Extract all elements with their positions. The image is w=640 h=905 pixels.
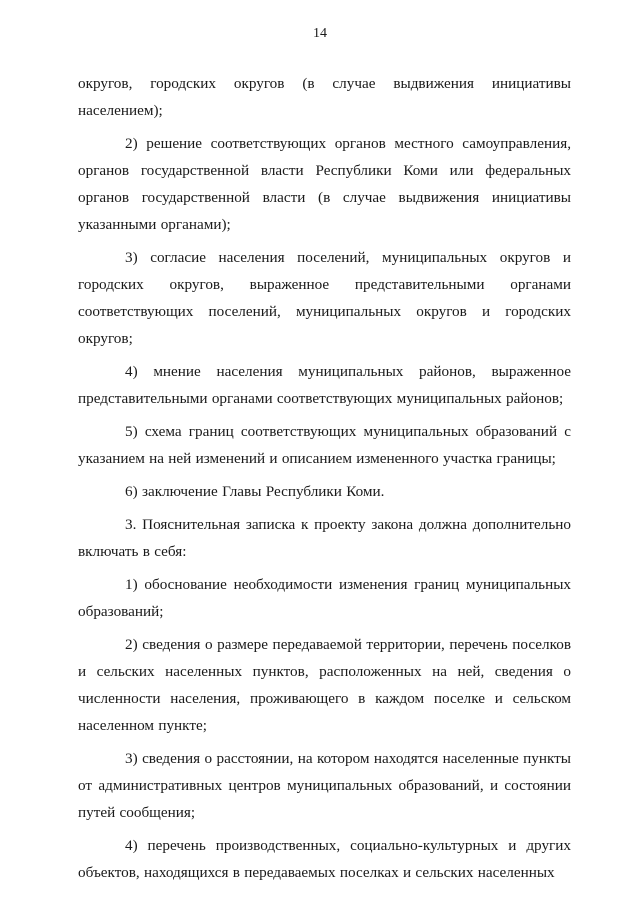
paragraph-continuation: округов, городских округов (в случае выдвижения инициативы населением); xyxy=(78,75,571,119)
page-number: 14 xyxy=(313,26,327,41)
paragraph-item-3-distance: 3) сведения о расстоянии, на котором находятся населенные пункты от административных центров муниципальных образований, и состоянии путей сообщения; xyxy=(78,750,571,821)
paragraph-item-4-objects: 4) перечень производственных, социально-культурных и других объектов, находящихся в передаваемых поселках и сельских населенных xyxy=(78,837,571,881)
paragraph-item-4-opinion: 4) мнение населения муниципальных районов, выраженное представительными органами соответствующих муниципальных районов; xyxy=(78,363,571,407)
paragraph-item-5-scheme: 5) схема границ соответствующих муниципальных образований с указанием на ней изменений и описанием измененного участка границы; xyxy=(78,423,571,467)
paragraph-item-6-conclusion: 6) заключение Главы Республики Коми. xyxy=(125,483,385,500)
paragraph-item-2-decision: 2) решение соответствующих органов местного самоуправления, органов государственной власти Республики Коми или федеральных органов государственной власти (в случае выдвижения инициативы указанными органами); xyxy=(78,135,571,233)
paragraph-item-1-justification: 1) обоснование необходимости изменения границ муниципальных образований; xyxy=(78,576,571,620)
document-body xyxy=(78,70,571,892)
paragraph-section-3: 3. Пояснительная записка к проекту закона должна дополнительно включать в себя: xyxy=(78,516,571,560)
paragraph-item-3-consent: 3) согласие населения поселений, муниципальных округов и городских округов, выраженное представительными органами соответствующих поселений, муниципальных округов и городских округов; xyxy=(78,249,571,347)
paragraph-item-2-territory: 2) сведения о размере передаваемой территории, перечень поселков и сельских населенных пунктов, расположенных на ней, сведения о численности населения, проживающего в каждом поселке и сельском населенном пункте; xyxy=(78,636,571,734)
